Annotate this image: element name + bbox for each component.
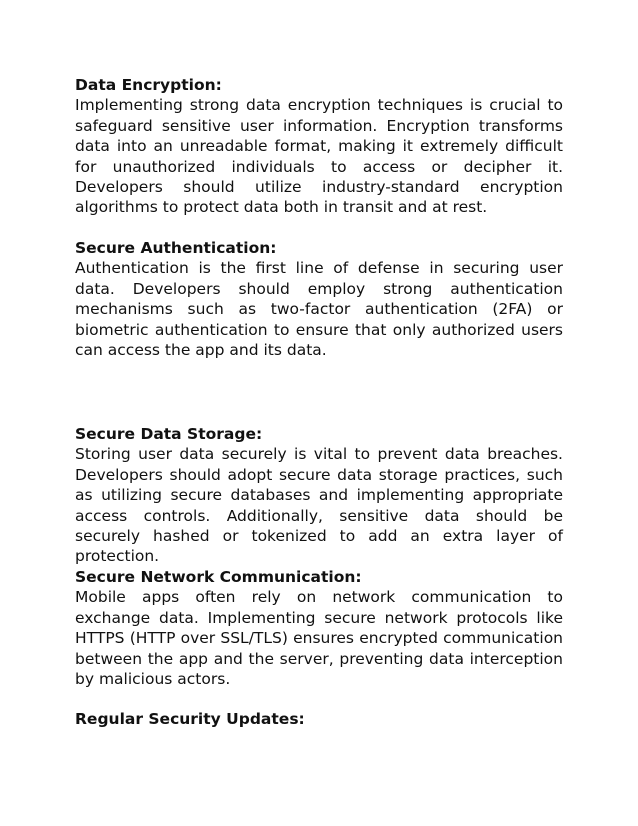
section-secure-authentication xyxy=(75,238,563,360)
section-secure-network-communication xyxy=(75,567,563,689)
section-secure-data-storage xyxy=(75,424,563,567)
section-heading: Regular Security Updates: xyxy=(75,710,305,728)
section-heading: Secure Network Communication: xyxy=(75,568,362,586)
section-body: Storing user data securely is vital to prevent data breaches. Developers should adopt secure data storage practices, such as utilizing secure databases and implementing appropriate access controls. Additionally, sensitive data should be securely hashed or tokenized to add an extra layer of protection. xyxy=(75,445,563,566)
section-body: Mobile apps often rely on network communication to exchange data. Implementing secure network protocols like HTTPS (HTTP over SSL/TLS) ensures encrypted communication between the app and the server, preventing data interception by malicious actors. xyxy=(75,588,563,689)
section-data-encryption xyxy=(75,75,563,218)
section-heading: Secure Authentication: xyxy=(75,239,277,257)
section-heading: Data Encryption: xyxy=(75,76,222,94)
section-regular-security-updates xyxy=(75,709,563,729)
section-body: Implementing strong data encryption techniques is crucial to safeguard sensitive user information. Encryption transforms data into an unreadable format, making it extremely difficult for unauthorized individuals to access or decipher it. Developers should utilize industry-standard encryption algorithms to protect data both in transit and at rest. xyxy=(75,96,563,217)
section-heading: Secure Data Storage: xyxy=(75,425,263,443)
section-body: Authentication is the first line of defense in securing user data. Developers should employ strong authentication mechanisms such as two-factor authentication (2FA) or biometric authentication to ensure that only authorized users can access the app and its data. xyxy=(75,259,563,360)
